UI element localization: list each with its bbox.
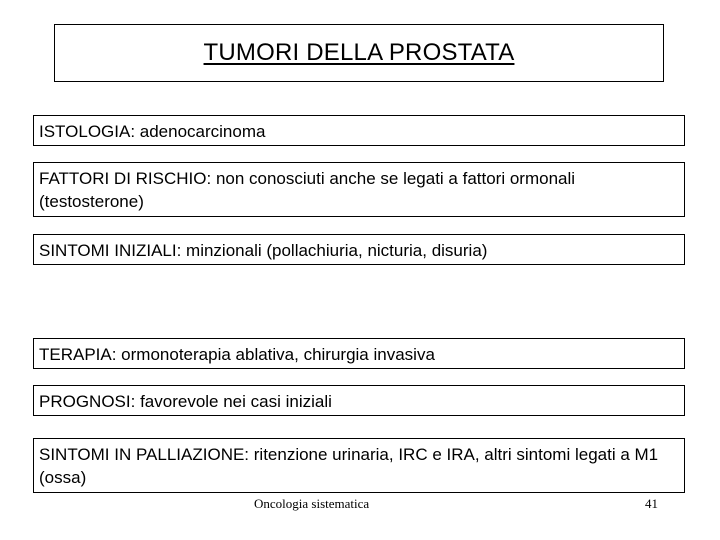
text-box-fattori-di-rischio: FATTORI DI RISCHIO: non conosciuti anche se legati a fattori ormonali (testosterone) [33, 162, 685, 217]
footer-course-name: Oncologia sistematica [254, 496, 370, 511]
text-box-sintomi-in-palliazione: SINTOMI IN PALLIAZIONE: ritenzione urinaria, IRC e IRA, altri sintomi legati a M1 (ossa) [33, 438, 685, 493]
text-box-istologia: ISTOLOGIA: adenocarcinoma [33, 115, 685, 146]
footer-page-number: 41 [645, 496, 658, 511]
text-box-prognosi: PROGNOSI: favorevole nei casi iniziali [33, 385, 685, 416]
slide-title: TUMORI DELLA PROSTATA [203, 39, 515, 66]
slide-title-box [54, 24, 664, 82]
text-box-sintomi-iniziali: SINTOMI INIZIALI: minzionali (pollachiuria, nicturia, disuria) [33, 234, 685, 265]
text-box-terapia: TERAPIA: ormonoterapia ablativa, chirurgia invasiva [33, 338, 685, 369]
